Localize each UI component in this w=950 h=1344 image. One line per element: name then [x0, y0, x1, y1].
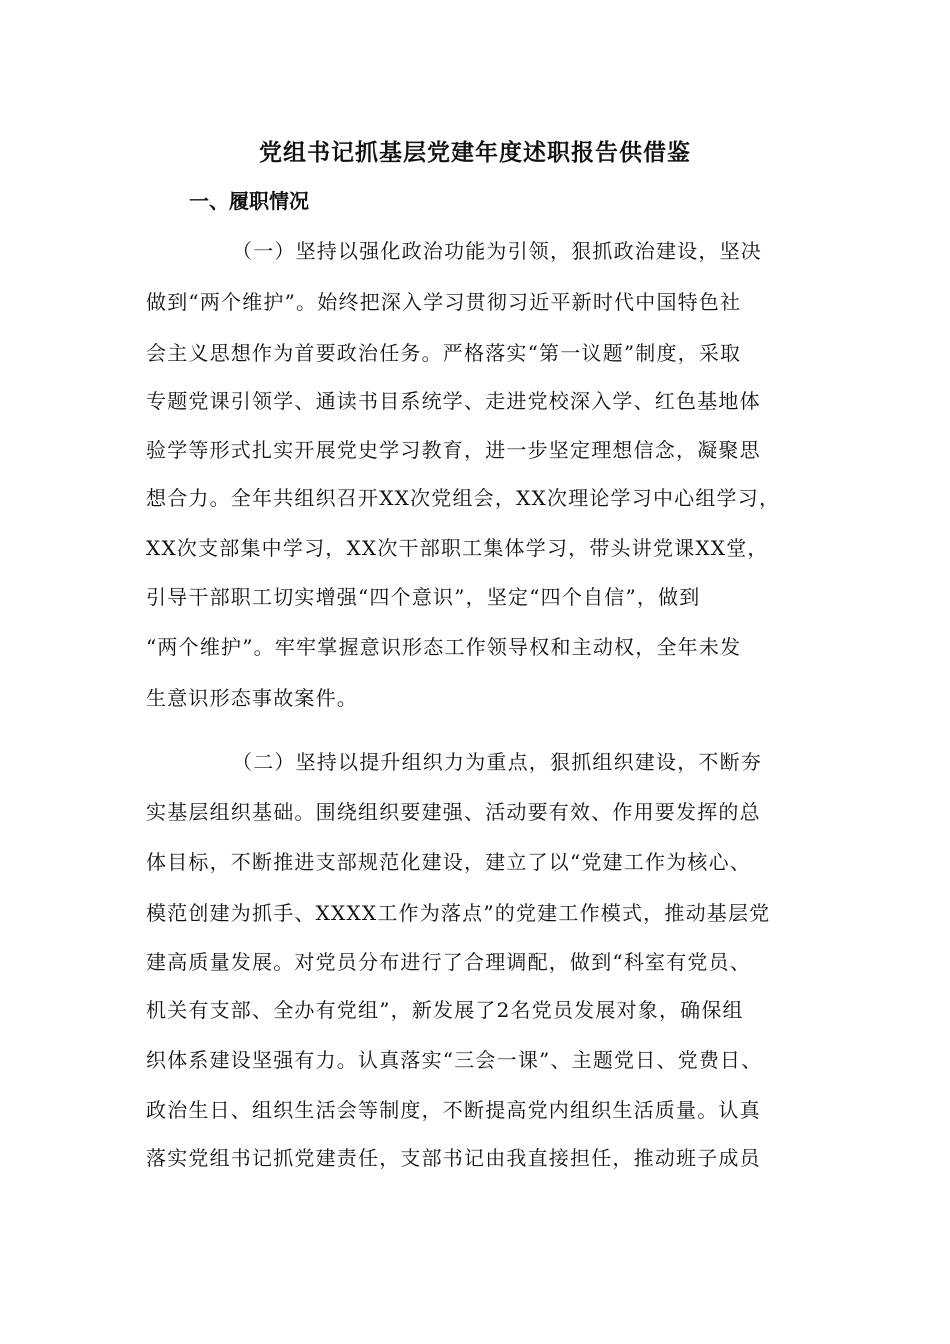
paragraph-line: 生意识形态事故案件。 [146, 686, 358, 710]
paragraph-line: 落实党组书记抓党建责任，支部书记由我直接担任，推动班子成员 [146, 1146, 761, 1170]
paragraph-line: 引导干部职工切实增强“四个意识”，坚定“四个自信”，做到 [146, 585, 701, 609]
paragraph-line: 想合力。全年共组织召开XX次党组会，XX次理论学习中心组学习， [146, 486, 781, 510]
paragraph-line: 机关有支部、全办有党组”，新发展了2名党员发展对象，确保组 [146, 998, 744, 1022]
paragraph-line: （二）坚持以提升组织力为重点，狠抓组织建设，不断夯 [232, 750, 762, 774]
paragraph-line: 建高质量发展。对党员分布进行了合理调配，做到“科室有党员、 [146, 950, 752, 974]
paragraph-line: XX次支部集中学习，XX次干部职工集体学习，带头讲党课XX堂， [146, 536, 769, 560]
document-title: 党组书记抓基层党建年度述职报告供借鉴 [259, 139, 691, 166]
section-heading: 一、履职情况 [189, 189, 309, 213]
paragraph-line: 政治生日、组织生活会等制度，不断提高党内组织生活质量。认真 [146, 1098, 761, 1122]
paragraph-line: 实基层组织基础。围绕组织要建强、活动要有效、作用要发挥的总 [146, 800, 761, 824]
paragraph-line: （一）坚持以强化政治功能为引领，狠抓政治建设，坚决 [232, 239, 762, 263]
paragraph-line: 会主义思想作为首要政治任务。严格落实“第一议题”制度，采取 [146, 341, 742, 365]
paragraph-line: 模范创建为抓手、XXXX工作为落点”的党建工作模式，推动基层党 [146, 901, 771, 925]
paragraph-line: 体目标，不断推进支部规范化建设，建立了以“党建工作为核心、 [146, 850, 752, 874]
paragraph-line: 验学等形式扎实开展党史学习教育，进一步坚定理想信念，凝聚思 [146, 438, 761, 462]
paragraph-line: 织体系建设坚强有力。认真落实“三会一课”、主题党日、党费日、 [146, 1048, 763, 1072]
paragraph-line: 专题党课引领学、通读书目系统学、走进党校深入学、红色基地体 [146, 389, 761, 413]
paragraph-line: 做到“两个维护”。始终把深入学习贯彻习近平新时代中国特色社 [146, 290, 742, 314]
paragraph-line: “两个维护”。牢牢掌握意识形态工作领导权和主动权，全年未发 [146, 635, 742, 659]
